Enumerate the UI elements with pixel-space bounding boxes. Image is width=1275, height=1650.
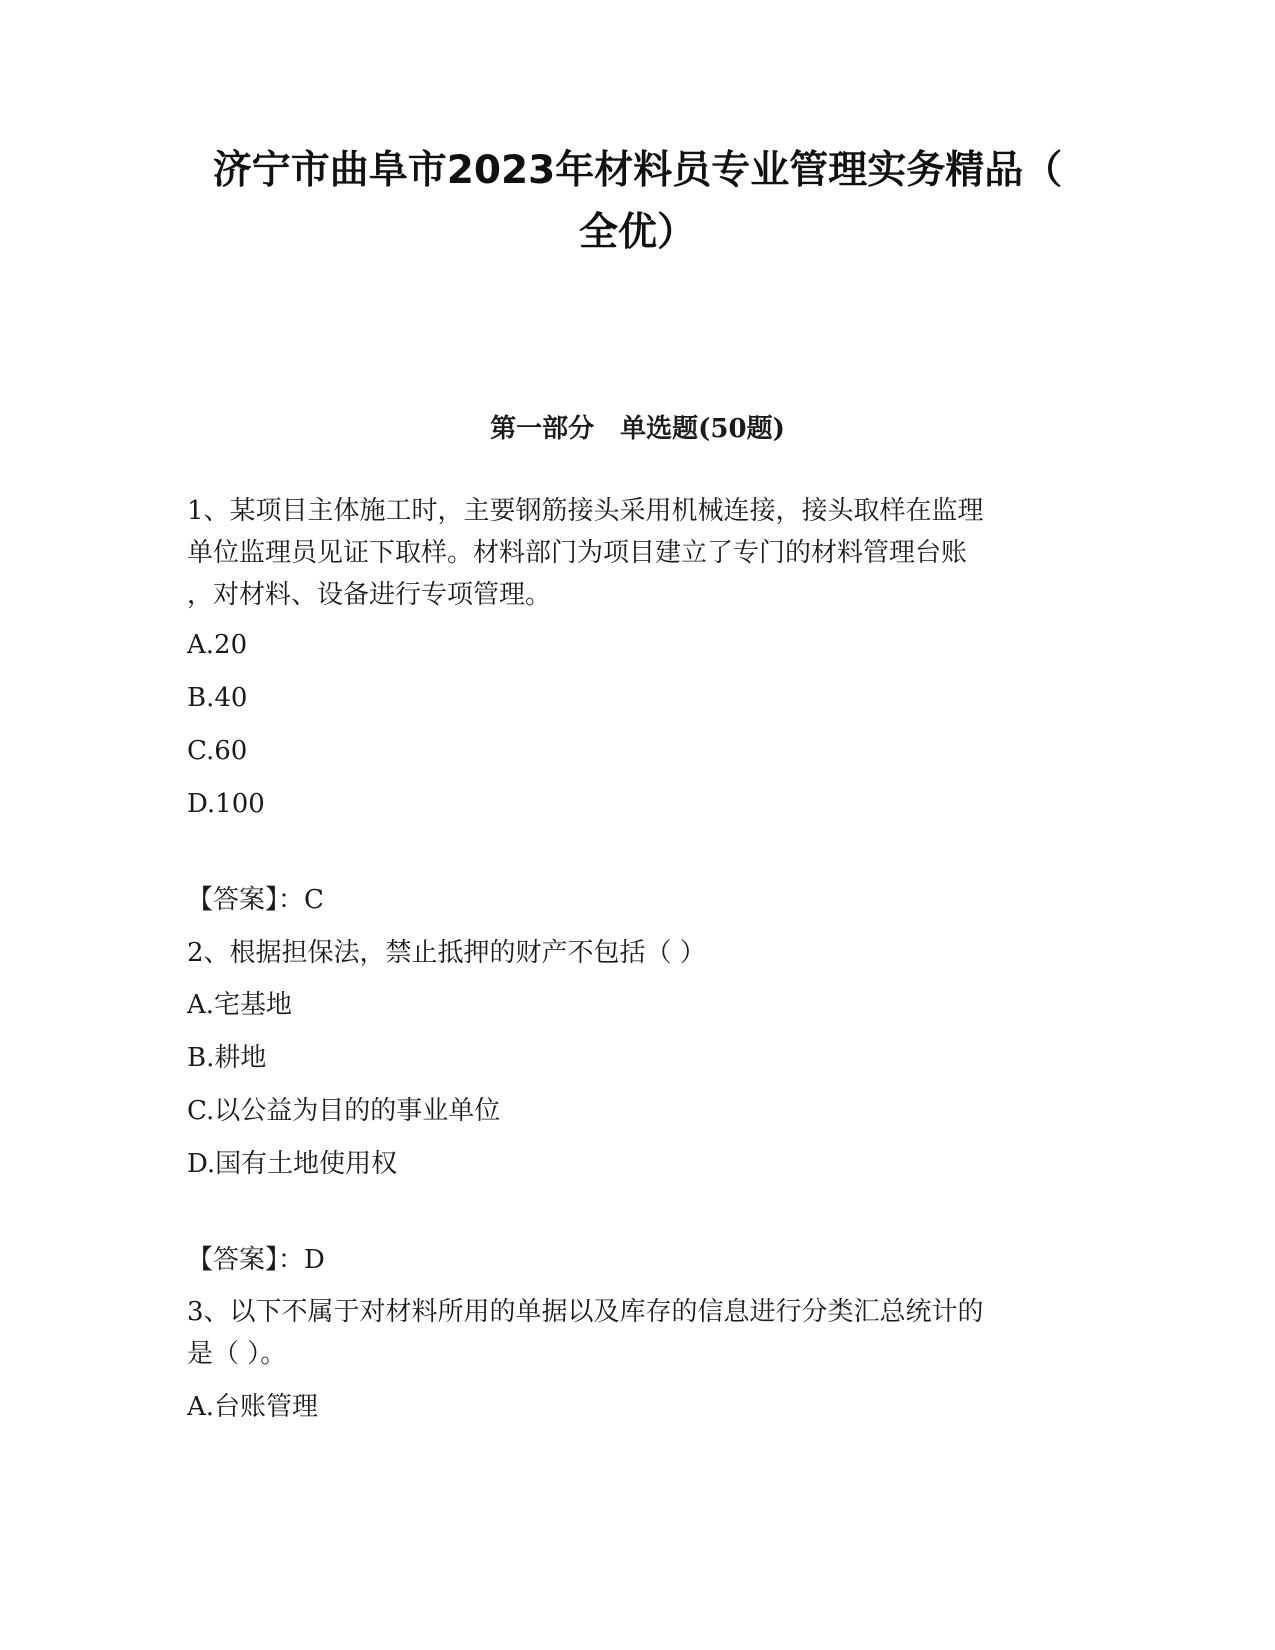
question-1-answer: 【答案】：C [187, 885, 324, 915]
question-2-option-a: A.宅基地 [187, 990, 293, 1020]
question-stem-line: 1、某项目主体施工时，主要钢筋接头采用机械连接，接头取样在监理 [187, 496, 984, 526]
question-2-stem [187, 932, 1087, 974]
question-stem-line: 单位监理员见证下取样。材料部门为项目建立了专门的材料管理台账 [187, 538, 968, 568]
section-heading: 第一部分 单选题(50题) [490, 414, 785, 444]
question-1-option-c: C.60 [187, 736, 248, 766]
question-2-answer: 【答案】：D [187, 1245, 325, 1275]
question-stem-line: ，对材料、设备进行专项管理。 [187, 580, 552, 610]
question-2-option-d: D.国有土地使用权 [187, 1149, 398, 1179]
title-line-1: 济宁市曲阜市2023年材料员专业管理实务精品（ [212, 148, 1063, 193]
question-1-option-b: B.40 [187, 683, 248, 713]
question-1-option-a: A.20 [187, 630, 248, 660]
question-stem-line: 3、以下不属于对材料所用的单据以及库存的信息进行分类汇总统计的 [187, 1297, 984, 1327]
question-stem-line: 2、根据担保法，禁止抵押的财产不包括（ ） [187, 938, 706, 968]
question-3-stem [187, 1291, 1087, 1375]
title-line-2: 全优） [578, 210, 696, 255]
question-2-option-c: C.以公益为目的的事业单位 [187, 1096, 501, 1126]
question-stem-line: 是（ ）。 [187, 1339, 287, 1369]
question-1-option-d: D.100 [187, 789, 265, 819]
question-3-option-a: A.台账管理 [187, 1392, 319, 1422]
question-1-stem [187, 490, 1087, 616]
question-2-option-b: B.耕地 [187, 1043, 267, 1073]
document-title [180, 140, 1095, 264]
